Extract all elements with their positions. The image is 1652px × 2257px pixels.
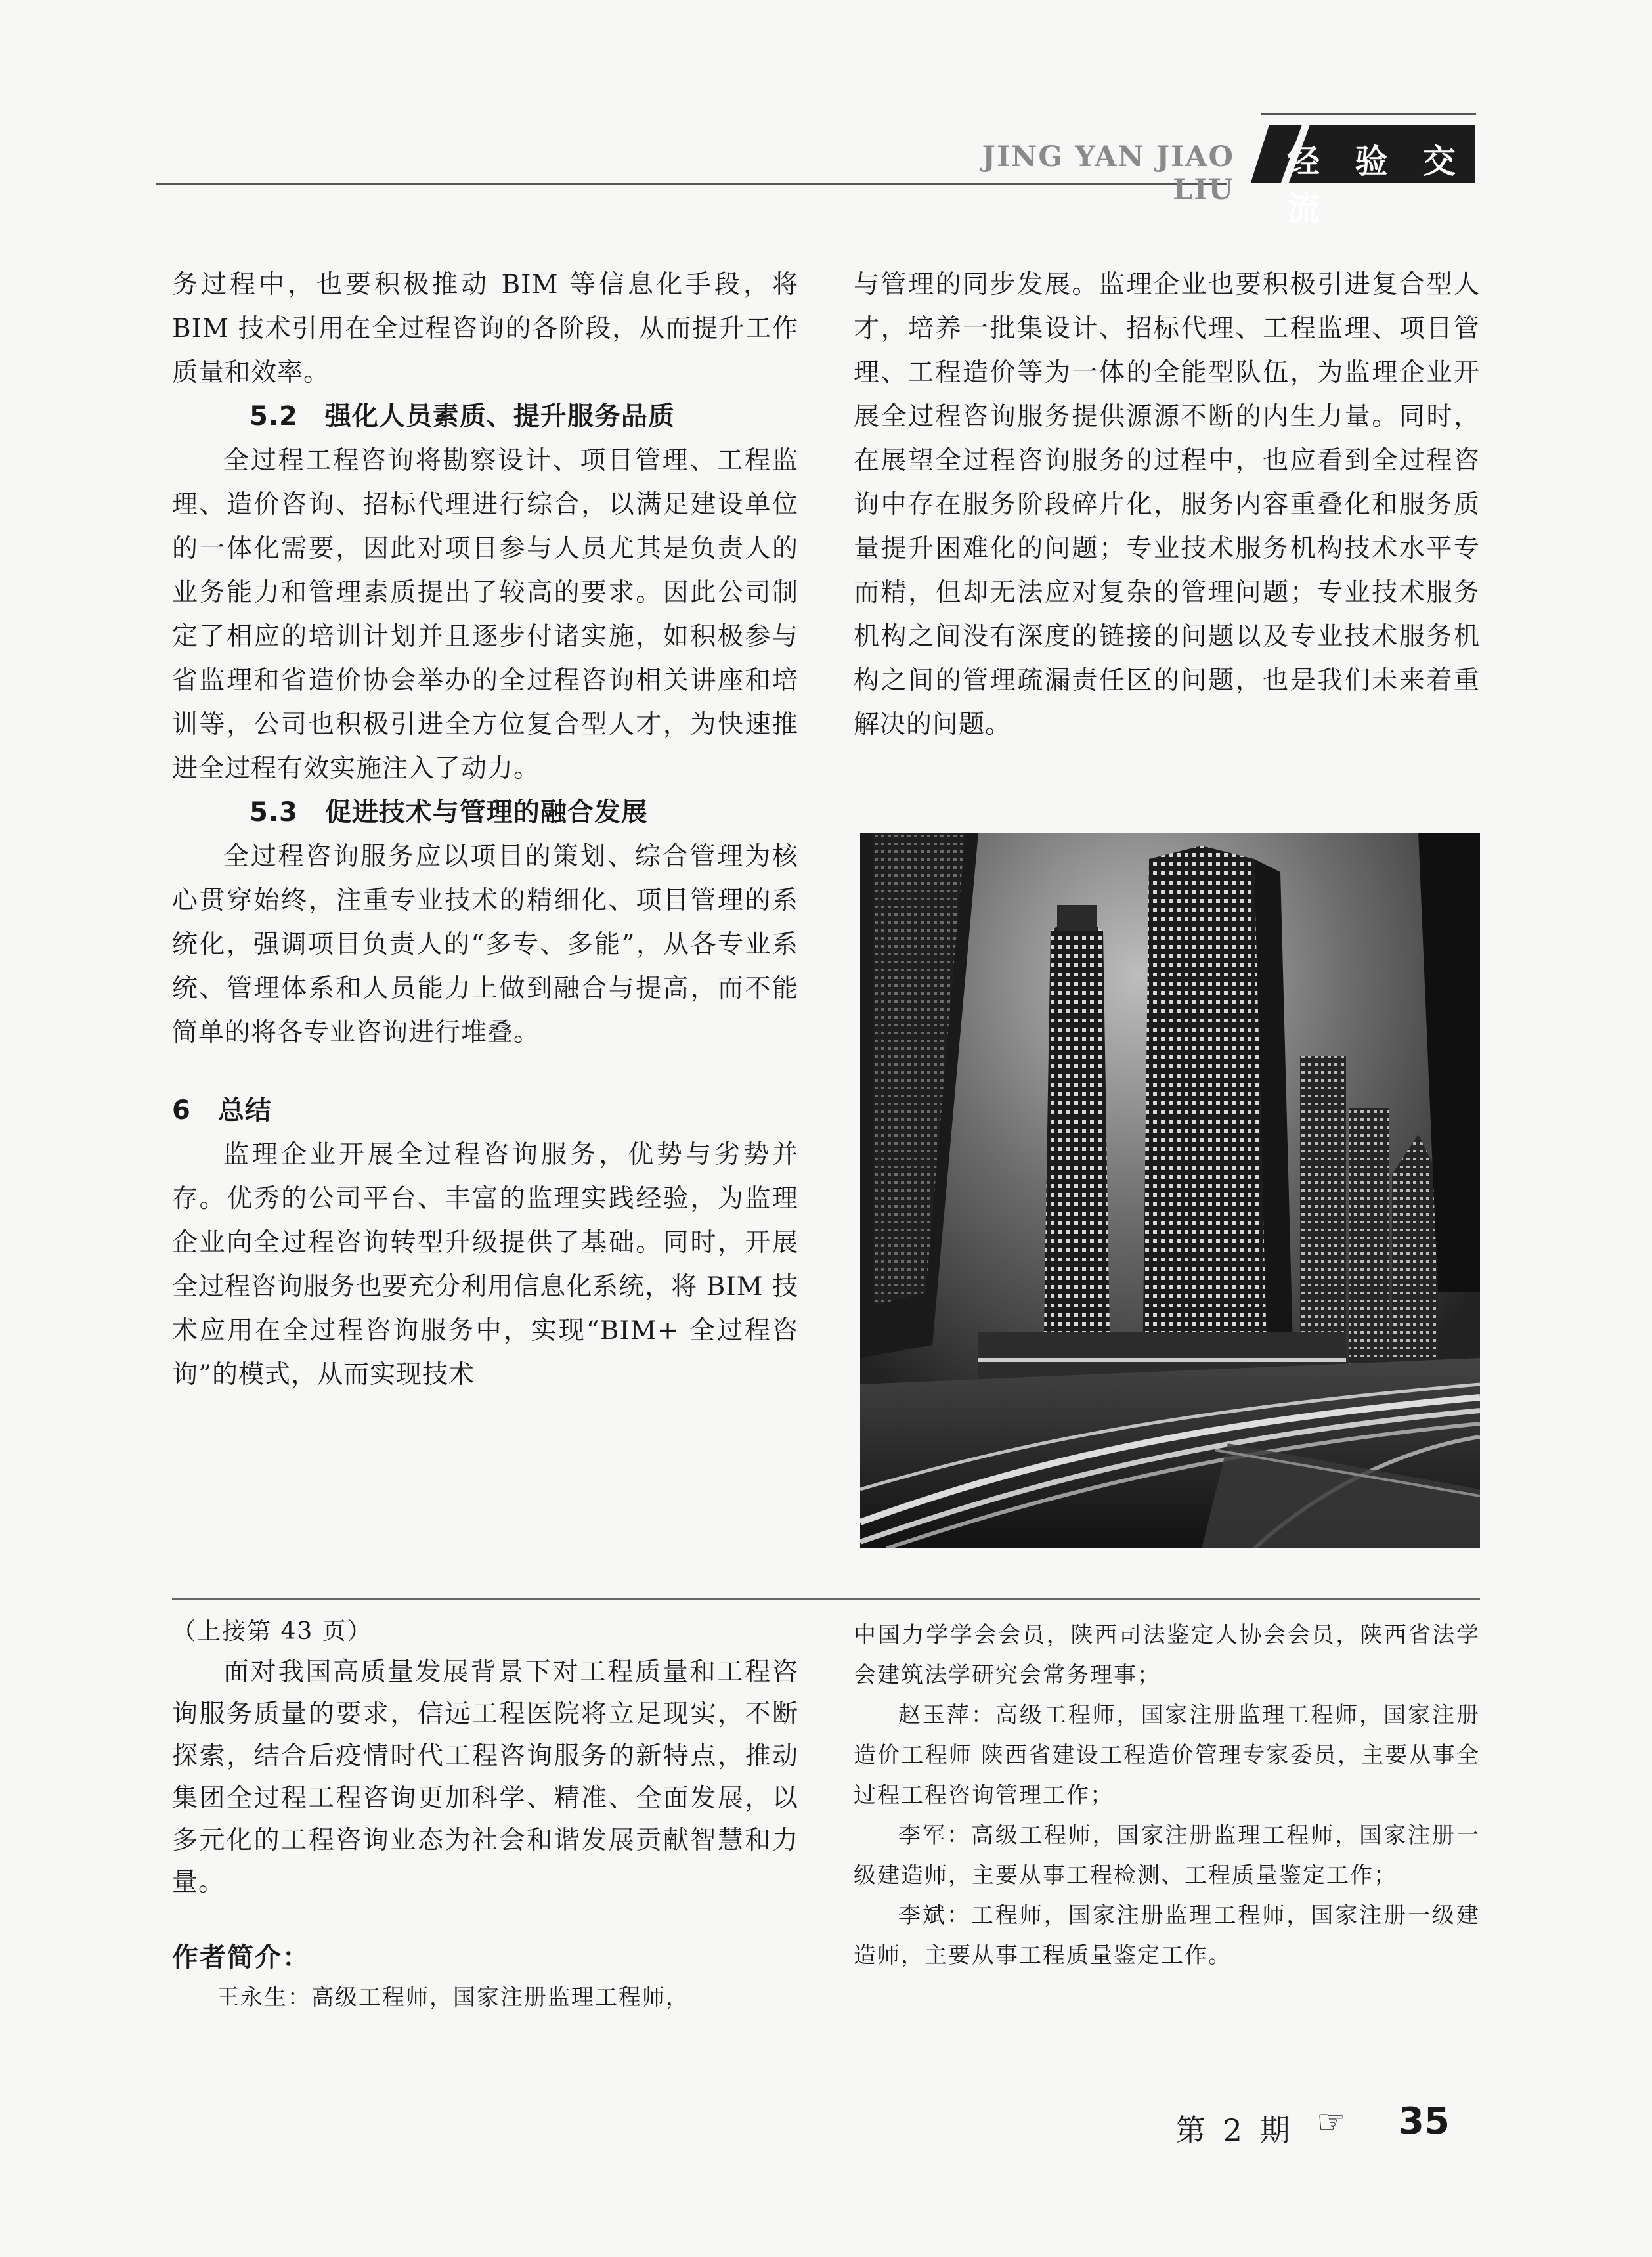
left-para-3: 全过程咨询服务应以项目的策划、综合管理为核心贯穿始终，注重专业技术的精细化、项目管理的系统化，强调项目负责人的“多专、多能”，从各专业系统、管理体系和人员能力上做到融合与提高，而不能简单的将各专业咨询进行堆叠。 xyxy=(172,842,798,1047)
section-heading-5-2: 5.2 强化人员素质、提升服务品质 xyxy=(250,401,675,431)
issue-number: 第 2 期 xyxy=(1175,2113,1294,2148)
city-night-photo xyxy=(860,833,1480,1548)
conclusion-para: 面对我国高质量发展背景下对工程质量和工程咨询服务质量的要求，信远工程医院将立足现实，不断探索，结合后疫情时代工程咨询服务的新特点，推动集团全过程工程咨询更加科学、精准、全面发展，以多元化的工程咨询业态为社会和谐发展贡献智慧和力量。 xyxy=(172,1657,798,1897)
section-heading-6: 6 总结 xyxy=(172,1095,272,1126)
author-bio-heading: 作者简介： xyxy=(172,1942,310,1973)
section-divider xyxy=(172,1598,1480,1600)
author-bio-2: 赵玉萍：高级工程师，国家注册监理工程师，国家注册造价工程师 陕西省建设工程造价管理专家委员，主要从事全过程工程咨询管理工作； xyxy=(854,1702,1480,1808)
left-para-4: 监理企业开展全过程咨询服务，优势与劣势并存。优秀的公司平台、丰富的监理实践经验，为监理企业向全过程咨询转型升级提供了基础。同时，开展全过程咨询服务也要充分利用信息化系统，将 BIM 技术应用在全过程咨询服务中，实现“BIM+ 全过程咨询”的模式，从而实现技术 xyxy=(172,1140,798,1390)
left-column xyxy=(172,263,798,1397)
left-para-1: 务过程中，也要积极推动 BIM 等信息化手段，将 BIM 技术引用在全过程咨询的各阶段，从而提升工作质量和效率。 xyxy=(172,270,798,387)
lower-right-column xyxy=(854,1615,1480,1976)
right-column xyxy=(854,263,1480,747)
author-bio-4: 李斌：工程师，国家注册监理工程师，国家注册一级建造师，主要从事工程质量鉴定工作。 xyxy=(854,1902,1480,1969)
right-para-1: 与管理的同步发展。监理企业也要积极引进复合型人才，培养一批集设计、招标代理、工程监理、项目管理、工程造价等为一体的全能型队伍，为监理企业开展全过程咨询服务提供源源不断的内生力量。同时，在展望全过程咨询服务的过程中，也应看到全过程咨询中存在服务阶段碎片化，服务内容重叠化和服务质量提升困难化的问题；专业技术服务机构技术水平专而精，但却无法应对复杂的管理问题；专业技术服务机构之间没有深度的链接的问题以及专业技术服务机构之间的管理疏漏责任区的问题，也是我们未来着重解决的问题。 xyxy=(854,270,1480,739)
header-top-rule xyxy=(1261,113,1476,115)
continued-from-note: （上接第 43 页） xyxy=(172,1618,372,1645)
header-romanization: JING YAN JIAO LIU xyxy=(982,141,1234,206)
page-number: 35 xyxy=(1399,2100,1450,2143)
header-section-title: 经 验 交 流 xyxy=(1287,142,1467,228)
author-bio-1-cont: 中国力学学会会员，陕西司法鉴定人协会会员，陕西省法学会建筑法学研究会常务理事； xyxy=(854,1622,1480,1688)
lower-left-column xyxy=(172,1611,798,2018)
pointing-hand-icon: ☞ xyxy=(1316,2103,1346,2141)
author-bio-3: 李军：高级工程师，国家注册监理工程师，国家注册一级建造师，主要从事工程检测、工程质量鉴定工作； xyxy=(854,1822,1480,1889)
author-bio-1: 王永生：高级工程师，国家注册监理工程师， xyxy=(217,1984,689,2011)
left-para-2: 全过程工程咨询将勘察设计、项目管理、工程监理、造价咨询、招标代理进行综合，以满足建设单位的一体化需要，因此对项目参与人员尤其是负责人的业务能力和管理素质提出了较高的要求。因此公司制定了相应的培训计划并且逐步付诸实施，如积极参与省监理和省造价协会举办的全过程咨询相关讲座和培训等，公司也积极引进全方位复合型人才，为快速推进全过程有效实施注入了动力。 xyxy=(172,446,798,783)
section-heading-5-3: 5.3 促进技术与管理的融合发展 xyxy=(250,797,648,827)
